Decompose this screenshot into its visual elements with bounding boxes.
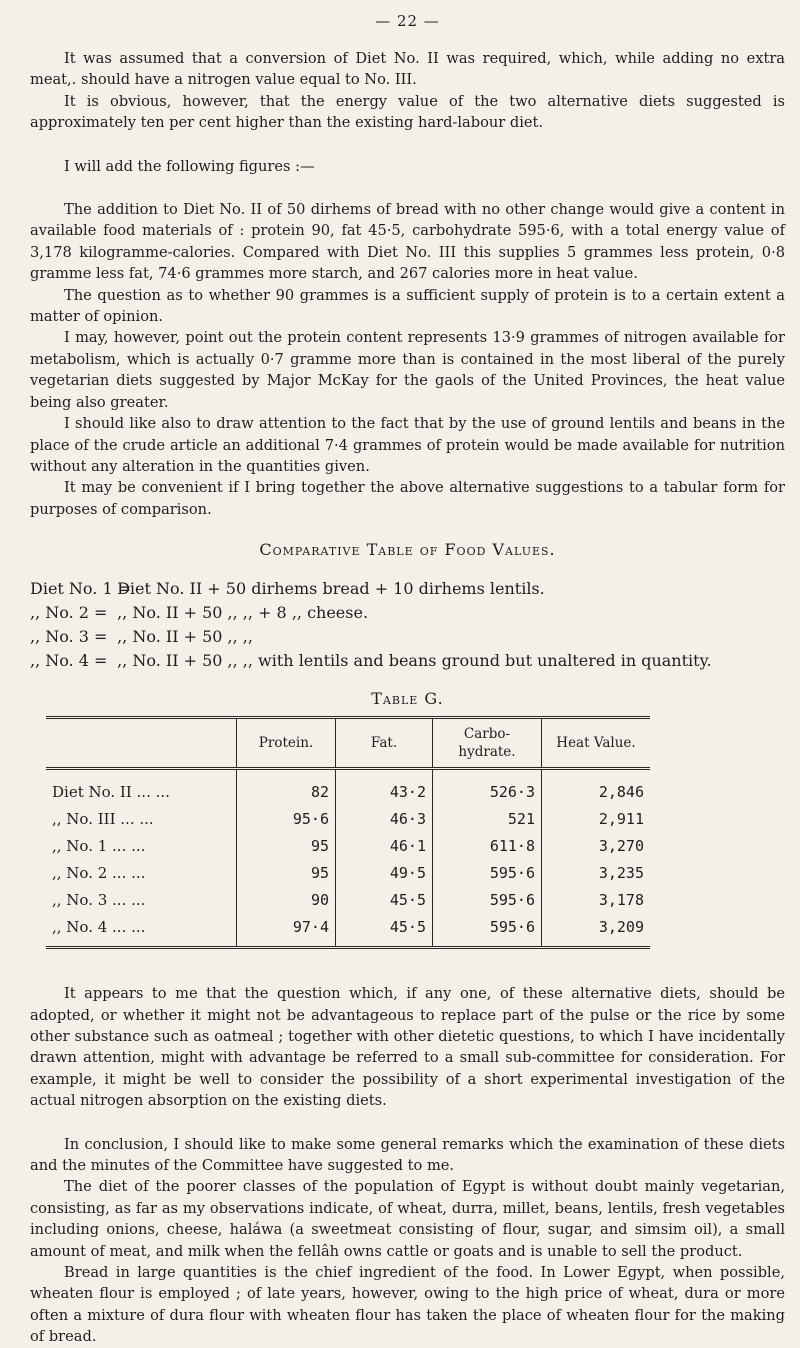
body-paragraph: I may, however, point out the protein content represents 13·9 grammes of nitrogen available for metabolism, which is actually 0·7 gramme more than is contained in the most liberal of the purely vegetarian diets suggested by Major McKay for the gaols of the United Provinces, the heat value being also greater. xyxy=(30,329,785,411)
cell-carbohydrate: 595·6 xyxy=(433,859,542,886)
row-label: ,, No. 1 ... ... xyxy=(52,836,146,855)
diet-definitions xyxy=(30,577,785,673)
table-header-fat: Fat. xyxy=(336,718,433,769)
cell-protein: 82 xyxy=(237,769,336,806)
cell-protein: 90 xyxy=(237,886,336,913)
closing-paragraph: The diet of the poorer classes of the population of Egypt is without doubt mainly vegetarian, consisting, as far as my observations indicate, of wheat, durra, millet, beans, lentils, fresh vegetables including onions, cheese, haláwa (a sweetmeat consisting of flour, sugar, and simsim oil), a small amount of meat, and milk when the fellâh owns cattle or goats and is unable to sell the product. xyxy=(30,1178,785,1260)
cell-heat-value: 2,911 xyxy=(542,805,651,832)
diet-formula: Diet No. II + 50 dirhems bread + 10 dirhems lentils. xyxy=(117,579,545,599)
comparative-table-heading: Comparative Table of Food Values. xyxy=(259,540,556,560)
table-header-protein: Protein. xyxy=(237,718,336,769)
cell-fat: 43·2 xyxy=(336,769,433,806)
table-title: Table G. xyxy=(371,689,444,709)
row-label: Diet No. II ... ... xyxy=(52,782,170,801)
diet-label: ,, No. 3 = xyxy=(30,627,108,647)
cell-carbohydrate: 521 xyxy=(433,805,542,832)
cell-heat-value: 3,270 xyxy=(542,832,651,859)
cell-carbohydrate: 595·6 xyxy=(433,886,542,913)
cell-heat-value: 3,235 xyxy=(542,859,651,886)
figures-intro: I will add the following figures :— xyxy=(64,157,315,175)
cell-heat-value: 3,209 xyxy=(542,913,651,948)
table-row xyxy=(46,832,650,859)
table-row xyxy=(46,913,650,948)
cell-fat: 46·3 xyxy=(336,805,433,832)
closing-paragraph: It appears to me that the question which, if any one, of these alternative diets, should be adopted, or whether it might not be advantageous to replace part of the pulse or the rice by some other substance such as oatmeal ; together with other dietetic questions, to which I have incidentally drawn attention, might with advantage be referred to a small sub-committee for consideration. For example, it might be well to consider the possibility of a short experimental investigation of the actual nitrogen absorption on the existing diets. xyxy=(30,985,785,1110)
table-row xyxy=(46,805,650,832)
intro-paragraph: It is obvious, however, that the energy value of the two alternative diets suggested is approximately ten per cent higher than the existing hard-labour diet. xyxy=(30,92,785,132)
table-header-heat-value: Heat Value. xyxy=(542,718,651,769)
diet-definition xyxy=(30,649,785,673)
cell-heat-value: 2,846 xyxy=(542,769,651,806)
body-paragraph: I should like also to draw attention to the fact that by the use of ground lentils and beans in the place of the crude article an additional 7·4 grammes of protein would be made available for nutrition without any alteration in the quantities given. xyxy=(30,415,785,475)
page-number: — 22 — xyxy=(375,12,440,30)
cell-fat: 49·5 xyxy=(336,859,433,886)
table-row xyxy=(46,769,650,806)
table-row xyxy=(46,859,650,886)
cell-fat: 45·5 xyxy=(336,913,433,948)
diet-definition xyxy=(30,601,785,625)
row-label: ,, No. III ... ... xyxy=(52,809,154,828)
cell-protein: 95 xyxy=(237,859,336,886)
intro-paragraph: It was assumed that a conversion of Diet No. II was required, which, while adding no extra meat,. should have a nitrogen value equal to No. III. xyxy=(30,50,785,89)
document-page xyxy=(30,8,785,1348)
cell-protein: 95 xyxy=(237,832,336,859)
cell-fat: 46·1 xyxy=(336,832,433,859)
row-label: ,, No. 4 ... ... xyxy=(46,913,237,948)
table-row xyxy=(46,886,650,913)
cell-protein: 95·6 xyxy=(237,805,336,832)
diet-label: Diet No. 1 = xyxy=(30,579,132,599)
cell-heat-value: 3,178 xyxy=(542,886,651,913)
closing-paragraph: In conclusion, I should like to make some general remarks which the examination of these diets and the minutes of the Committee have suggested to me. xyxy=(30,1135,785,1174)
diet-label: ,, No. 4 = xyxy=(30,651,108,671)
diet-definition xyxy=(30,577,785,601)
body-paragraph: The question as to whether 90 grammes is a sufficient supply of protein is to a certain extent a matter of opinion. xyxy=(30,286,785,326)
food-values-table xyxy=(46,716,650,949)
table-header-row xyxy=(46,718,650,769)
row-label: ,, No. 3 ... ... xyxy=(52,890,146,909)
body-paragraph: The addition to Diet No. II of 50 dirhems of bread with no other change would give a content in available food materials of : protein 90, fat 45·5, carbohydrate 595·6, with a total energy value of 3,178 kilogramme-calories. Compared with Diet No. III this supplies 5 grammes less protein, 0·8 gramme less fat, 74·6 grammes more starch, and 267 calories more in heat value. xyxy=(30,201,785,283)
cell-fat: 45·5 xyxy=(336,886,433,913)
body-paragraph: It may be convenient if I bring together the above alternative suggestions to a tabular form for purposes of comparison. xyxy=(30,479,785,518)
cell-carbohydrate: 526·3 xyxy=(433,769,542,806)
closing-paragraph: Bread in large quantities is the chief ingredient of the food. In Lower Egypt, when possible, wheaten flour is employed ; of late years, however, owing to the high price of wheat, dura or more often a mixture of dura flour with wheaten flour has taken the place of wheaten flour for the making of bread. xyxy=(30,1264,785,1346)
diet-formula: ,, No. II + 50 ,, ,, xyxy=(117,627,253,647)
cell-protein: 97·4 xyxy=(237,913,336,948)
table-header-carbohydrate: Carbo-hydrate. xyxy=(433,718,542,769)
diet-label: ,, No. 2 = xyxy=(30,603,108,623)
row-label: ,, No. 2 ... ... xyxy=(52,863,146,882)
cell-carbohydrate: 611·8 xyxy=(433,832,542,859)
cell-carbohydrate: 595·6 xyxy=(433,913,542,948)
diet-definition xyxy=(30,625,785,649)
diet-formula: ,, No. II + 50 ,, ,, with lentils and beans ground but unaltered in quantity. xyxy=(117,651,712,671)
table-header-blank xyxy=(46,718,237,769)
diet-formula: ,, No. II + 50 ,, ,, + 8 ,, cheese. xyxy=(117,603,369,623)
